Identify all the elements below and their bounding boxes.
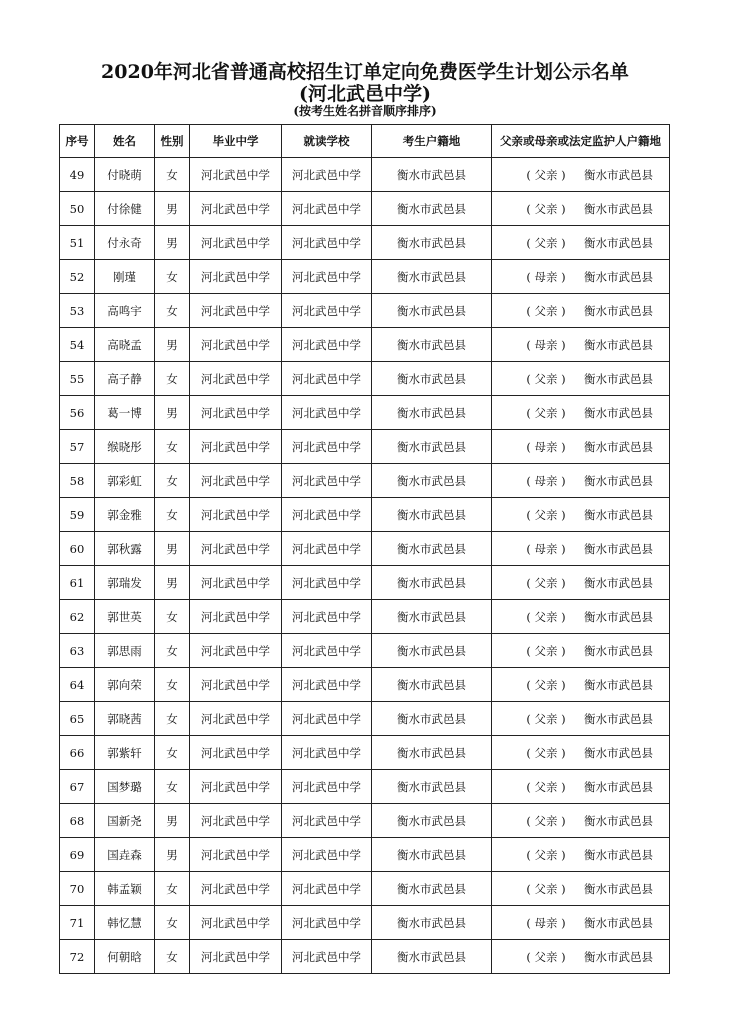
- guardian-relation: ( 父亲 ): [526, 405, 566, 420]
- cell-no: 70: [60, 872, 95, 906]
- cell-gender: 女: [155, 294, 190, 328]
- cell-name: 郭秋露: [95, 532, 155, 566]
- guardian-info: [508, 881, 653, 897]
- guardian-hukou: 衡水市武邑县: [584, 439, 653, 454]
- cell-guardian: [492, 226, 670, 260]
- cell-name: 郭金雅: [95, 498, 155, 532]
- cell-gender: 女: [155, 668, 190, 702]
- cell-school: 河北武邑中学: [282, 294, 372, 328]
- guardian-hukou: 衡水市武邑县: [584, 167, 653, 182]
- guardian-relation: ( 母亲 ): [526, 541, 566, 556]
- cell-hukou: 衡水市武邑县: [372, 226, 492, 260]
- cell-grad-school: 河北武邑中学: [190, 294, 282, 328]
- table-row: [60, 328, 670, 362]
- cell-grad-school: 河北武邑中学: [190, 736, 282, 770]
- cell-grad-school: 河北武邑中学: [190, 396, 282, 430]
- cell-grad-school: 河北武邑中学: [190, 362, 282, 396]
- cell-gender: 女: [155, 702, 190, 736]
- cell-gender: 女: [155, 600, 190, 634]
- table-row: [60, 600, 670, 634]
- guardian-info: [508, 949, 653, 965]
- guardian-relation: ( 母亲 ): [526, 915, 566, 930]
- cell-hukou: 衡水市武邑县: [372, 328, 492, 362]
- cell-school: 河北武邑中学: [282, 906, 372, 940]
- guardian-hukou: 衡水市武邑县: [584, 847, 653, 862]
- cell-school: 河北武邑中学: [282, 566, 372, 600]
- guardian-relation: ( 父亲 ): [526, 201, 566, 216]
- guardian-hukou: 衡水市武邑县: [584, 677, 653, 692]
- cell-no: 51: [60, 226, 95, 260]
- cell-hukou: 衡水市武邑县: [372, 158, 492, 192]
- guardian-hukou: 衡水市武邑县: [584, 609, 653, 624]
- guardian-hukou: 衡水市武邑县: [584, 745, 653, 760]
- guardian-relation: ( 父亲 ): [526, 609, 566, 624]
- guardian-hukou: 衡水市武邑县: [584, 303, 653, 318]
- guardian-relation: ( 母亲 ): [526, 337, 566, 352]
- cell-hukou: 衡水市武邑县: [372, 260, 492, 294]
- cell-hukou: 衡水市武邑县: [372, 464, 492, 498]
- cell-grad-school: 河北武邑中学: [190, 634, 282, 668]
- cell-hukou: 衡水市武邑县: [372, 702, 492, 736]
- cell-gender: 男: [155, 328, 190, 362]
- header-cell-grad-school: 毕业中学: [190, 125, 282, 158]
- cell-grad-school: 河北武邑中学: [190, 532, 282, 566]
- cell-gender: 女: [155, 158, 190, 192]
- cell-no: 50: [60, 192, 95, 226]
- guardian-relation: ( 父亲 ): [526, 949, 566, 964]
- cell-grad-school: 河北武邑中学: [190, 770, 282, 804]
- cell-guardian: [492, 294, 670, 328]
- table-row: [60, 498, 670, 532]
- cell-hukou: 衡水市武邑县: [372, 668, 492, 702]
- cell-name: 郭彩虹: [95, 464, 155, 498]
- guardian-hukou: 衡水市武邑县: [584, 575, 653, 590]
- guardian-info: [508, 779, 653, 795]
- cell-school: 河北武邑中学: [282, 532, 372, 566]
- cell-hukou: 衡水市武邑县: [372, 838, 492, 872]
- cell-hukou: 衡水市武邑县: [372, 566, 492, 600]
- cell-name: 缑晓彤: [95, 430, 155, 464]
- cell-gender: 女: [155, 362, 190, 396]
- cell-grad-school: 河北武邑中学: [190, 328, 282, 362]
- guardian-info: [508, 235, 653, 251]
- guardian-info: [508, 405, 653, 421]
- cell-school: 河北武邑中学: [282, 600, 372, 634]
- cell-guardian: [492, 498, 670, 532]
- guardian-relation: ( 父亲 ): [526, 711, 566, 726]
- cell-guardian: [492, 430, 670, 464]
- guardian-info: [508, 473, 653, 489]
- guardian-relation: ( 父亲 ): [526, 235, 566, 250]
- cell-grad-school: 河北武邑中学: [190, 226, 282, 260]
- cell-school: 河北武邑中学: [282, 498, 372, 532]
- table-row: [60, 158, 670, 192]
- guardian-info: [508, 813, 653, 829]
- cell-grad-school: 河北武邑中学: [190, 940, 282, 974]
- guardian-relation: ( 父亲 ): [526, 677, 566, 692]
- cell-gender: 男: [155, 838, 190, 872]
- cell-name: 高晓孟: [95, 328, 155, 362]
- table-row: [60, 770, 670, 804]
- cell-guardian: [492, 600, 670, 634]
- guardian-hukou: 衡水市武邑县: [584, 507, 653, 522]
- cell-guardian: [492, 532, 670, 566]
- guardian-hukou: 衡水市武邑县: [584, 269, 653, 284]
- cell-grad-school: 河北武邑中学: [190, 838, 282, 872]
- guardian-hukou: 衡水市武邑县: [584, 881, 653, 896]
- cell-grad-school: 河北武邑中学: [190, 600, 282, 634]
- cell-gender: 男: [155, 226, 190, 260]
- document-note: (按考生姓名拼音顺序排序): [293, 104, 437, 118]
- guardian-relation: ( 母亲 ): [526, 473, 566, 488]
- cell-hukou: 衡水市武邑县: [372, 872, 492, 906]
- cell-school: 河北武邑中学: [282, 260, 372, 294]
- cell-no: 54: [60, 328, 95, 362]
- cell-no: 67: [60, 770, 95, 804]
- cell-grad-school: 河北武邑中学: [190, 566, 282, 600]
- cell-no: 58: [60, 464, 95, 498]
- cell-no: 72: [60, 940, 95, 974]
- cell-name: 葛一博: [95, 396, 155, 430]
- cell-no: 55: [60, 362, 95, 396]
- cell-gender: 女: [155, 464, 190, 498]
- cell-guardian: [492, 940, 670, 974]
- guardian-info: [508, 915, 653, 931]
- cell-no: 61: [60, 566, 95, 600]
- cell-hukou: 衡水市武邑县: [372, 430, 492, 464]
- cell-grad-school: 河北武邑中学: [190, 430, 282, 464]
- guardian-hukou: 衡水市武邑县: [584, 541, 653, 556]
- cell-gender: 女: [155, 498, 190, 532]
- cell-grad-school: 河北武邑中学: [190, 260, 282, 294]
- cell-name: 付徐健: [95, 192, 155, 226]
- table-row: [60, 362, 670, 396]
- table-row: [60, 430, 670, 464]
- guardian-relation: ( 母亲 ): [526, 439, 566, 454]
- cell-hukou: 衡水市武邑县: [372, 940, 492, 974]
- cell-hukou: 衡水市武邑县: [372, 906, 492, 940]
- guardian-info: [508, 337, 653, 353]
- cell-no: 68: [60, 804, 95, 838]
- cell-grad-school: 河北武邑中学: [190, 906, 282, 940]
- cell-no: 62: [60, 600, 95, 634]
- cell-gender: 女: [155, 770, 190, 804]
- cell-guardian: [492, 192, 670, 226]
- guardian-relation: ( 父亲 ): [526, 847, 566, 862]
- document-subtitle: (河北武邑中学): [299, 83, 431, 105]
- cell-name: 韩忆慧: [95, 906, 155, 940]
- cell-guardian: [492, 702, 670, 736]
- guardian-info: [508, 269, 653, 285]
- guardian-relation: ( 父亲 ): [526, 575, 566, 590]
- guardian-relation: ( 父亲 ): [526, 303, 566, 318]
- guardian-hukou: 衡水市武邑县: [584, 405, 653, 420]
- cell-no: 57: [60, 430, 95, 464]
- table-row: [60, 532, 670, 566]
- guardian-hukou: 衡水市武邑县: [584, 643, 653, 658]
- cell-school: 河北武邑中学: [282, 838, 372, 872]
- guardian-relation: ( 父亲 ): [526, 813, 566, 828]
- cell-gender: 男: [155, 192, 190, 226]
- cell-grad-school: 河北武邑中学: [190, 668, 282, 702]
- guardian-hukou: 衡水市武邑县: [584, 473, 653, 488]
- cell-guardian: [492, 260, 670, 294]
- guardian-hukou: 衡水市武邑县: [584, 813, 653, 828]
- cell-guardian: [492, 566, 670, 600]
- guardian-relation: ( 父亲 ): [526, 745, 566, 760]
- cell-name: 刚瑾: [95, 260, 155, 294]
- cell-name: 郭瑞发: [95, 566, 155, 600]
- header-cell-school: 就读学校: [282, 125, 372, 158]
- guardian-info: [508, 507, 653, 523]
- cell-no: 56: [60, 396, 95, 430]
- guardian-hukou: 衡水市武邑县: [584, 371, 653, 386]
- cell-guardian: [492, 770, 670, 804]
- cell-school: 河北武邑中学: [282, 872, 372, 906]
- cell-school: 河北武邑中学: [282, 668, 372, 702]
- cell-gender: 女: [155, 430, 190, 464]
- cell-hukou: 衡水市武邑县: [372, 770, 492, 804]
- cell-grad-school: 河北武邑中学: [190, 192, 282, 226]
- cell-name: 郭世英: [95, 600, 155, 634]
- cell-school: 河北武邑中学: [282, 702, 372, 736]
- cell-grad-school: 河北武邑中学: [190, 804, 282, 838]
- cell-guardian: [492, 872, 670, 906]
- cell-guardian: [492, 464, 670, 498]
- cell-no: 63: [60, 634, 95, 668]
- table-row: [60, 736, 670, 770]
- cell-no: 71: [60, 906, 95, 940]
- table-row: [60, 634, 670, 668]
- cell-guardian: [492, 634, 670, 668]
- cell-no: 52: [60, 260, 95, 294]
- table-row: [60, 566, 670, 600]
- cell-guardian: [492, 804, 670, 838]
- guardian-info: [508, 643, 653, 659]
- guardian-hukou: 衡水市武邑县: [584, 779, 653, 794]
- cell-school: 河北武邑中学: [282, 430, 372, 464]
- guardian-hukou: 衡水市武邑县: [584, 711, 653, 726]
- table-row: [60, 260, 670, 294]
- cell-guardian: [492, 362, 670, 396]
- cell-school: 河北武邑中学: [282, 362, 372, 396]
- guardian-info: [508, 303, 653, 319]
- cell-hukou: 衡水市武邑县: [372, 804, 492, 838]
- cell-gender: 男: [155, 532, 190, 566]
- cell-name: 付永奇: [95, 226, 155, 260]
- cell-guardian: [492, 158, 670, 192]
- cell-no: 60: [60, 532, 95, 566]
- cell-hukou: 衡水市武邑县: [372, 396, 492, 430]
- cell-guardian: [492, 396, 670, 430]
- cell-name: 高子静: [95, 362, 155, 396]
- cell-hukou: 衡水市武邑县: [372, 634, 492, 668]
- cell-hukou: 衡水市武邑县: [372, 532, 492, 566]
- cell-school: 河北武邑中学: [282, 736, 372, 770]
- table-row: [60, 192, 670, 226]
- cell-gender: 男: [155, 566, 190, 600]
- guardian-info: [508, 609, 653, 625]
- cell-school: 河北武邑中学: [282, 804, 372, 838]
- header-cell-no: 序号: [60, 125, 95, 158]
- table-row: [60, 940, 670, 974]
- cell-school: 河北武邑中学: [282, 158, 372, 192]
- guardian-info: [508, 677, 653, 693]
- cell-guardian: [492, 736, 670, 770]
- table-row: [60, 872, 670, 906]
- cell-name: 国垚森: [95, 838, 155, 872]
- cell-guardian: [492, 838, 670, 872]
- guardian-hukou: 衡水市武邑县: [584, 337, 653, 352]
- roster-table: [59, 124, 670, 974]
- table-row: [60, 396, 670, 430]
- guardian-relation: ( 父亲 ): [526, 779, 566, 794]
- cell-name: 郭向荣: [95, 668, 155, 702]
- cell-gender: 女: [155, 634, 190, 668]
- cell-school: 河北武邑中学: [282, 770, 372, 804]
- guardian-info: [508, 745, 653, 761]
- guardian-relation: ( 父亲 ): [526, 881, 566, 896]
- cell-hukou: 衡水市武邑县: [372, 192, 492, 226]
- cell-name: 付晓萌: [95, 158, 155, 192]
- cell-name: 韩孟颖: [95, 872, 155, 906]
- cell-no: 69: [60, 838, 95, 872]
- cell-gender: 女: [155, 940, 190, 974]
- guardian-info: [508, 541, 653, 557]
- cell-guardian: [492, 668, 670, 702]
- cell-name: 郭紫轩: [95, 736, 155, 770]
- table-row: [60, 464, 670, 498]
- cell-school: 河北武邑中学: [282, 940, 372, 974]
- cell-school: 河北武邑中学: [282, 328, 372, 362]
- cell-school: 河北武邑中学: [282, 226, 372, 260]
- cell-gender: 女: [155, 872, 190, 906]
- table-header-row: [60, 125, 670, 158]
- guardian-info: [508, 439, 653, 455]
- cell-no: 64: [60, 668, 95, 702]
- cell-guardian: [492, 328, 670, 362]
- cell-name: 国新尧: [95, 804, 155, 838]
- cell-gender: 女: [155, 906, 190, 940]
- cell-gender: 男: [155, 804, 190, 838]
- cell-name: 郭思雨: [95, 634, 155, 668]
- table-row: [60, 804, 670, 838]
- cell-gender: 女: [155, 260, 190, 294]
- cell-grad-school: 河北武邑中学: [190, 702, 282, 736]
- cell-school: 河北武邑中学: [282, 634, 372, 668]
- cell-hukou: 衡水市武邑县: [372, 736, 492, 770]
- guardian-relation: ( 父亲 ): [526, 507, 566, 522]
- header-cell-guardian-hukou: 父亲或母亲或法定监护人户籍地: [492, 125, 670, 158]
- guardian-hukou: 衡水市武邑县: [584, 235, 653, 250]
- cell-no: 59: [60, 498, 95, 532]
- table-row: [60, 668, 670, 702]
- cell-no: 66: [60, 736, 95, 770]
- guardian-hukou: 衡水市武邑县: [584, 201, 653, 216]
- guardian-relation: ( 父亲 ): [526, 371, 566, 386]
- cell-grad-school: 河北武邑中学: [190, 872, 282, 906]
- cell-hukou: 衡水市武邑县: [372, 498, 492, 532]
- cell-gender: 男: [155, 396, 190, 430]
- guardian-info: [508, 575, 653, 591]
- cell-name: 郭晓茜: [95, 702, 155, 736]
- guardian-relation: ( 父亲 ): [526, 643, 566, 658]
- cell-grad-school: 河北武邑中学: [190, 158, 282, 192]
- cell-no: 53: [60, 294, 95, 328]
- guardian-info: [508, 201, 653, 217]
- cell-no: 65: [60, 702, 95, 736]
- cell-grad-school: 河北武邑中学: [190, 498, 282, 532]
- guardian-hukou: 衡水市武邑县: [584, 949, 653, 964]
- cell-gender: 女: [155, 736, 190, 770]
- guardian-info: [508, 371, 653, 387]
- table-row: [60, 838, 670, 872]
- guardian-relation: ( 母亲 ): [526, 269, 566, 284]
- header-cell-hukou: 考生户籍地: [372, 125, 492, 158]
- cell-hukou: 衡水市武邑县: [372, 600, 492, 634]
- cell-guardian: [492, 906, 670, 940]
- cell-school: 河北武邑中学: [282, 192, 372, 226]
- guardian-info: [508, 167, 653, 183]
- cell-grad-school: 河北武邑中学: [190, 464, 282, 498]
- document-title: 2020年河北省普通高校招生订单定向免费医学生计划公示名单: [101, 61, 629, 83]
- cell-hukou: 衡水市武邑县: [372, 362, 492, 396]
- header-cell-gender: 性别: [155, 125, 190, 158]
- table-row: [60, 226, 670, 260]
- guardian-relation: ( 父亲 ): [526, 167, 566, 182]
- cell-school: 河北武邑中学: [282, 396, 372, 430]
- table-row: [60, 702, 670, 736]
- guardian-info: [508, 711, 653, 727]
- table-row: [60, 294, 670, 328]
- guardian-hukou: 衡水市武邑县: [584, 915, 653, 930]
- cell-name: 何朝晗: [95, 940, 155, 974]
- header-cell-name: 姓名: [95, 125, 155, 158]
- cell-name: 高鸣宇: [95, 294, 155, 328]
- cell-name: 国梦璐: [95, 770, 155, 804]
- cell-hukou: 衡水市武邑县: [372, 294, 492, 328]
- cell-school: 河北武邑中学: [282, 464, 372, 498]
- table-body: [60, 158, 670, 974]
- guardian-info: [508, 847, 653, 863]
- cell-no: 49: [60, 158, 95, 192]
- table-row: [60, 906, 670, 940]
